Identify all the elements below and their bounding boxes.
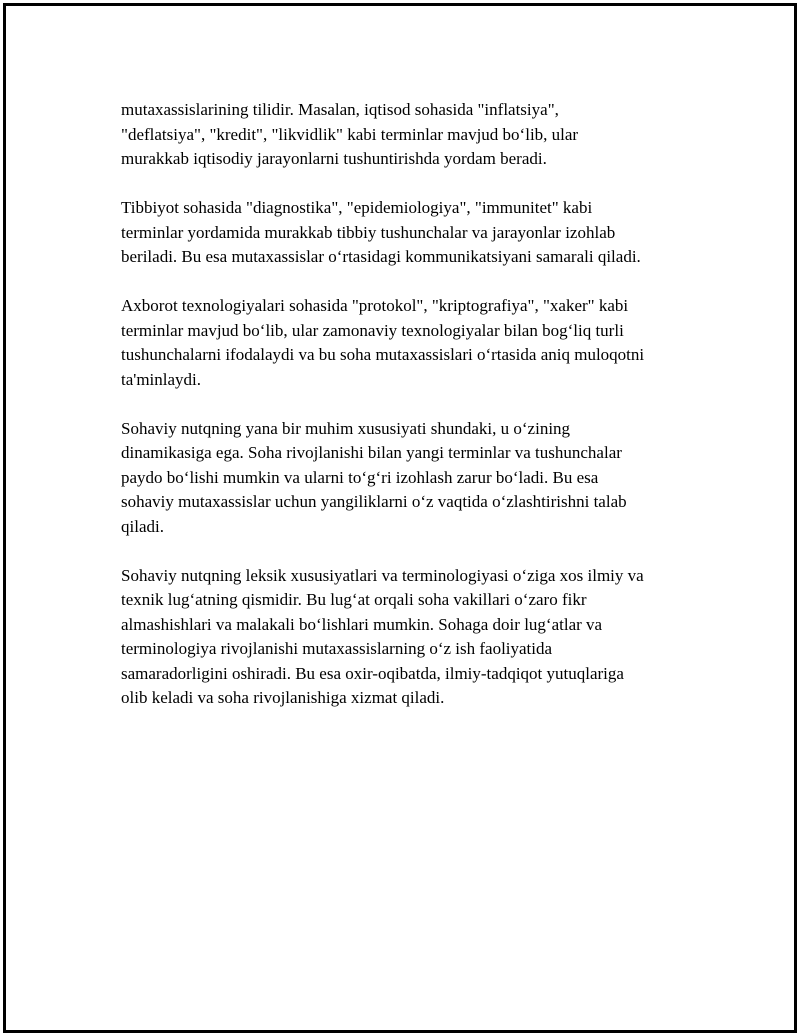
- text-line: murakkab iqtisodiy jarayonlarni tushuntirishda yordam beradi.: [121, 149, 547, 168]
- text-line: tushunchalarni ifodalaydi va bu soha mutaxassislari o‘rtasida aniq muloqotni: [121, 345, 645, 364]
- text-line: dinamikasiga ega. Soha rivojlanishi bilan yangi terminlar va tushunchalar: [121, 443, 622, 462]
- text-line: Sohaviy nutqning leksik xususiyatlari va terminologiyasi o‘ziga xos ilmiy va: [121, 565, 644, 585]
- text-line: almashishlari va malakali bo‘lishlari mumkin. Sohaga doir lug‘atlar va: [121, 614, 603, 634]
- paragraph: [121, 417, 701, 540]
- paragraph: [121, 196, 701, 270]
- text-line: "deflatsiya", "kredit", "likvidlik" kabi terminlar mavjud bo‘lib, ular: [121, 124, 579, 144]
- text-line: terminlar mavjud bo‘lib, ular zamonaviy texnologiyalar bilan bog‘liq turli: [121, 320, 624, 340]
- text-line: sohaviy mutaxassislar uchun yangiliklarni o‘z vaqtida o‘zlashtirishni talab: [121, 492, 627, 511]
- text-line: Axborot texnologiyalari sohasida "protokol", "kriptografiya", "xaker" kabi: [121, 296, 629, 315]
- text-line: terminlar yordamida murakkab tibbiy tushunchalar va jarayonlar izohlab: [121, 222, 616, 242]
- text-line: paydo bo‘lishi mumkin va ularni to‘g‘ri izohlash zarur bo‘ladi. Bu esa: [121, 467, 599, 487]
- text-line: beriladi. Bu esa mutaxassislar o‘rtasidagi kommunikatsiyani samarali qiladi.: [121, 247, 641, 266]
- paragraph: [121, 294, 701, 392]
- text-line: Sohaviy nutqning yana bir muhim xususiyati shundaki, u o‘zining: [121, 418, 571, 438]
- paragraph: [121, 98, 701, 172]
- text-line: samaradorligini oshiradi. Bu esa oxir-oqibatda, ilmiy-tadqiqot yutuqlariga: [121, 663, 624, 683]
- text-line: mutaxassislarining tilidir. Masalan, iqtisod sohasida "inflatsiya",: [121, 100, 559, 119]
- paragraph: [121, 564, 701, 711]
- text-line: ta'minlaydi.: [121, 369, 202, 389]
- text-line: texnik lug‘atning qismidir. Bu lug‘at orqali soha vakillari o‘zaro fikr: [121, 590, 587, 609]
- text-line: olib keladi va soha rivojlanishiga xizmat qiladi.: [121, 688, 445, 707]
- document-body: [121, 98, 701, 735]
- text-line: qiladi.: [121, 516, 164, 536]
- text-line: terminologiya rivojlanishi mutaxassislarning o‘z ish faoliyatida: [121, 639, 553, 658]
- text-line: Tibbiyot sohasida "diagnostika", "epidemiologiya", "immunitet" kabi: [121, 198, 593, 217]
- page-frame: [3, 3, 797, 1033]
